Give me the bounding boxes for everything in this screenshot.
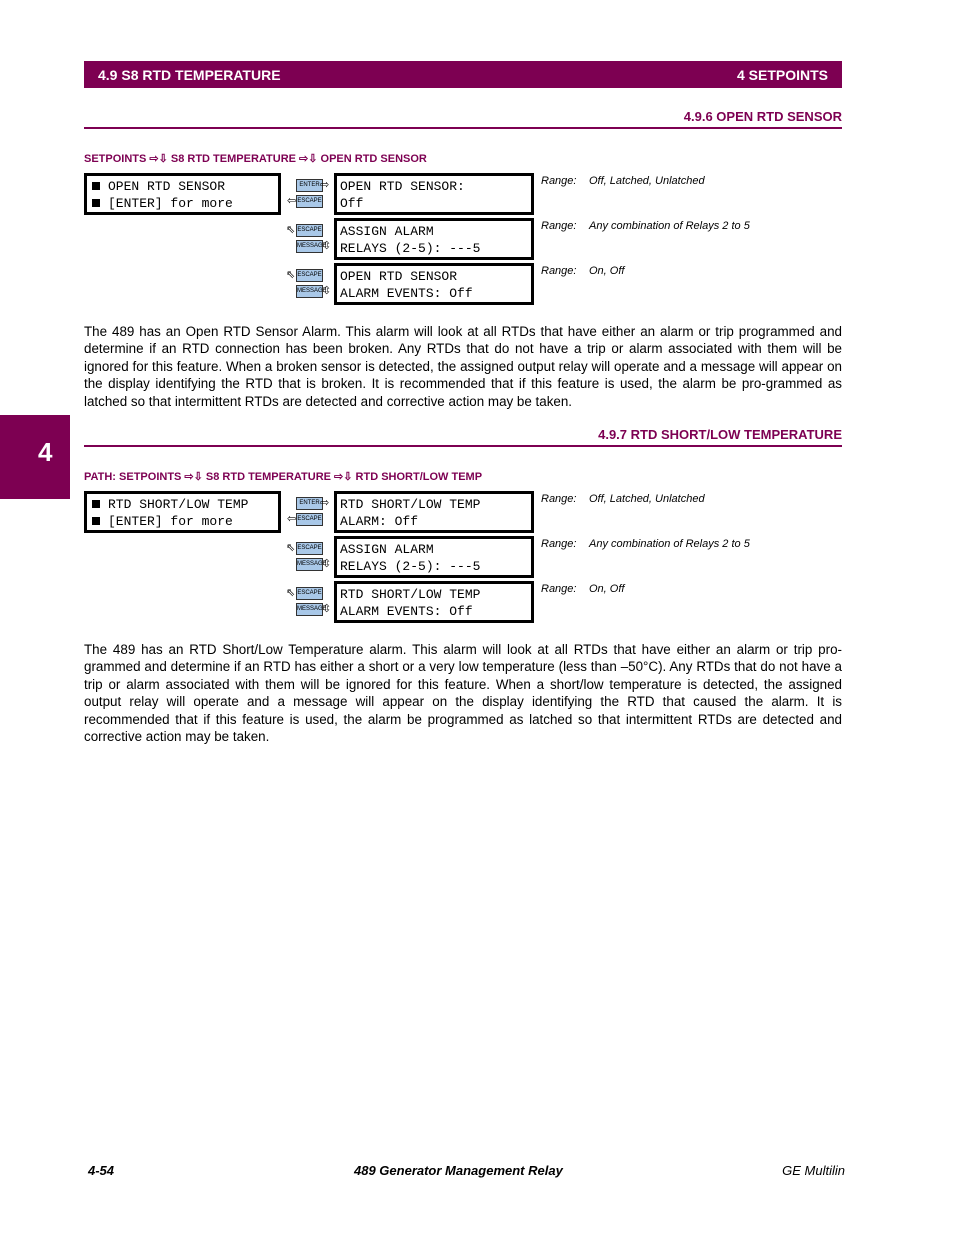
menu-display	[84, 491, 281, 533]
menu-line-1: RTD SHORT/LOW TEMP	[108, 497, 249, 512]
header-section-label: 4.9 S8 RTD TEMPERATURE	[98, 67, 281, 83]
setpoint-path: SETPOINTS ⇨⇩ S8 RTD TEMPERATURE ⇨⇩ OPEN RTD SENSOR	[84, 153, 427, 165]
display-line-2: RELAYS (2-5): ---5	[340, 241, 481, 256]
display-line-1: RTD SHORT/LOW TEMP	[340, 587, 481, 602]
left-arrow-icon: ⇦	[287, 194, 297, 207]
right-arrow-icon: ⇨	[320, 178, 330, 191]
range-text	[541, 175, 705, 187]
display-line-2: ALARM EVENTS: Off	[340, 604, 473, 619]
escape-key-icon: ESCAPE	[296, 513, 323, 526]
setpoint-display-2	[334, 218, 534, 260]
message-key-icon: MESSAGE	[296, 240, 323, 253]
section-rule	[84, 445, 842, 447]
range-label: Range:	[541, 493, 577, 505]
range-value: Any combination of Relays 2 to 5	[589, 220, 750, 232]
diagonal-arrow-icon: ⇖	[286, 268, 296, 281]
message-key-icon: MESSAGE	[296, 558, 323, 571]
escape-key-icon: ESCAPE	[296, 224, 323, 237]
header-chapter-label: 4 SETPOINTS	[736, 67, 828, 83]
body-paragraph: The 489 has an RTD Short/Low Temperature alarm. This alarm will look at all RTDs that have either an alarm or trip pro-grammed and determine if an RTD has either a short or a very low temperature (less than –50°C). Any RTDs that do not have a trip or alarm associated with them will be ignored for this feature. When a short/low temperature is detected, the assigned output relay will operate and a message will appear on the display identifying the RTD that caused the alarm. It is recommended that if this feature is used, the alarm be programmed as latched so that intermittent RTDs are detected and corrective action may be taken.	[84, 642, 842, 745]
range-value: On, Off	[589, 583, 625, 595]
diagonal-arrow-icon: ⇖	[286, 586, 296, 599]
display-line-1: ASSIGN ALARM	[340, 224, 434, 239]
display-line-2: Off	[340, 196, 364, 211]
range-label: Range:	[541, 538, 577, 550]
escape-key-icon: ESCAPE	[296, 587, 323, 600]
chapter-side-tab	[0, 415, 70, 499]
range-label: Range:	[541, 265, 577, 277]
document-title: 489 Generator Management Relay	[354, 1163, 563, 1178]
bullet-icon	[92, 517, 100, 525]
section-title-open-rtd: 4.9.6 OPEN RTD SENSOR	[683, 109, 842, 124]
range-text	[541, 220, 750, 232]
section-rule	[84, 127, 842, 129]
up-down-arrow-icon: ⇳	[322, 284, 332, 297]
range-label: Range:	[541, 583, 577, 595]
range-text	[541, 538, 750, 550]
range-text	[541, 493, 705, 505]
range-text	[541, 583, 624, 595]
bullet-icon	[92, 182, 100, 190]
bullet-icon	[92, 199, 100, 207]
setpoint-display-1	[334, 173, 534, 215]
menu-line-1: OPEN RTD SENSOR	[108, 179, 226, 194]
setpoint-display-2	[334, 536, 534, 578]
escape-key-icon: ESCAPE	[296, 195, 323, 208]
diagonal-arrow-icon: ⇖	[286, 223, 296, 236]
menu-display	[84, 173, 281, 215]
display-line-1: OPEN RTD SENSOR:	[340, 179, 465, 194]
left-arrow-icon: ⇦	[287, 512, 297, 525]
range-value: Off, Latched, Unlatched	[589, 493, 705, 505]
escape-key-icon: ESCAPE	[296, 542, 323, 555]
chapter-number: 4	[38, 437, 53, 467]
display-line-2: ALARM EVENTS: Off	[340, 286, 473, 301]
display-line-2: ALARM: Off	[340, 514, 419, 529]
running-header	[84, 61, 842, 88]
escape-key-icon: ESCAPE	[296, 269, 323, 282]
bullet-icon	[92, 500, 100, 508]
range-value: Any combination of Relays 2 to 5	[589, 538, 750, 550]
page-number: 4-54	[88, 1163, 115, 1178]
menu-line-2: [ENTER] for more	[108, 196, 233, 211]
range-text	[541, 265, 624, 277]
right-arrow-icon: ⇨	[320, 496, 330, 509]
setpoint-display-1	[334, 491, 534, 533]
diagonal-arrow-icon: ⇖	[286, 541, 296, 554]
up-down-arrow-icon: ⇳	[322, 239, 332, 252]
display-line-1: ASSIGN ALARM	[340, 542, 434, 557]
menu-line-2: [ENTER] for more	[108, 514, 233, 529]
section-title-rtd-short-low: 4.9.7 RTD SHORT/LOW TEMPERATURE	[598, 427, 842, 442]
range-label: Range:	[541, 175, 577, 187]
display-line-2: RELAYS (2-5): ---5	[340, 559, 481, 574]
setpoint-display-3	[334, 581, 534, 623]
setpoint-path: PATH: SETPOINTS ⇨⇩ S8 RTD TEMPERATURE ⇨⇩ RTD SHORT/LOW TEMP	[84, 471, 483, 483]
display-line-1: RTD SHORT/LOW TEMP	[340, 497, 481, 512]
body-paragraph: The 489 has an Open RTD Sensor Alarm. This alarm will look at all RTDs that have either an alarm or trip programmed and determine if an RTD connection has been broken. Any RTDs that do not have a trip or alarm associated with them will be ignored for this feature. When a broken sensor is detected, the assigned output relay will operate and a message will appear on the display identifying the RTD that is broken. It is recommended that if this feature is used, the alarm be pro-grammed as latched so that intermittent RTDs are detected and corrective action may be taken.	[84, 324, 842, 409]
enter-key-icon: ENTER	[296, 179, 323, 192]
message-key-icon: MESSAGE	[296, 603, 323, 616]
enter-key-icon: ENTER	[296, 497, 323, 510]
range-label: Range:	[541, 220, 577, 232]
up-down-arrow-icon: ⇳	[322, 602, 332, 615]
setpoint-display-3	[334, 263, 534, 305]
company-name: GE Multilin	[782, 1163, 845, 1178]
range-value: On, Off	[589, 265, 625, 277]
up-down-arrow-icon: ⇳	[322, 557, 332, 570]
range-value: Off, Latched, Unlatched	[589, 175, 705, 187]
message-key-icon: MESSAGE	[296, 285, 323, 298]
display-line-1: OPEN RTD SENSOR	[340, 269, 458, 284]
